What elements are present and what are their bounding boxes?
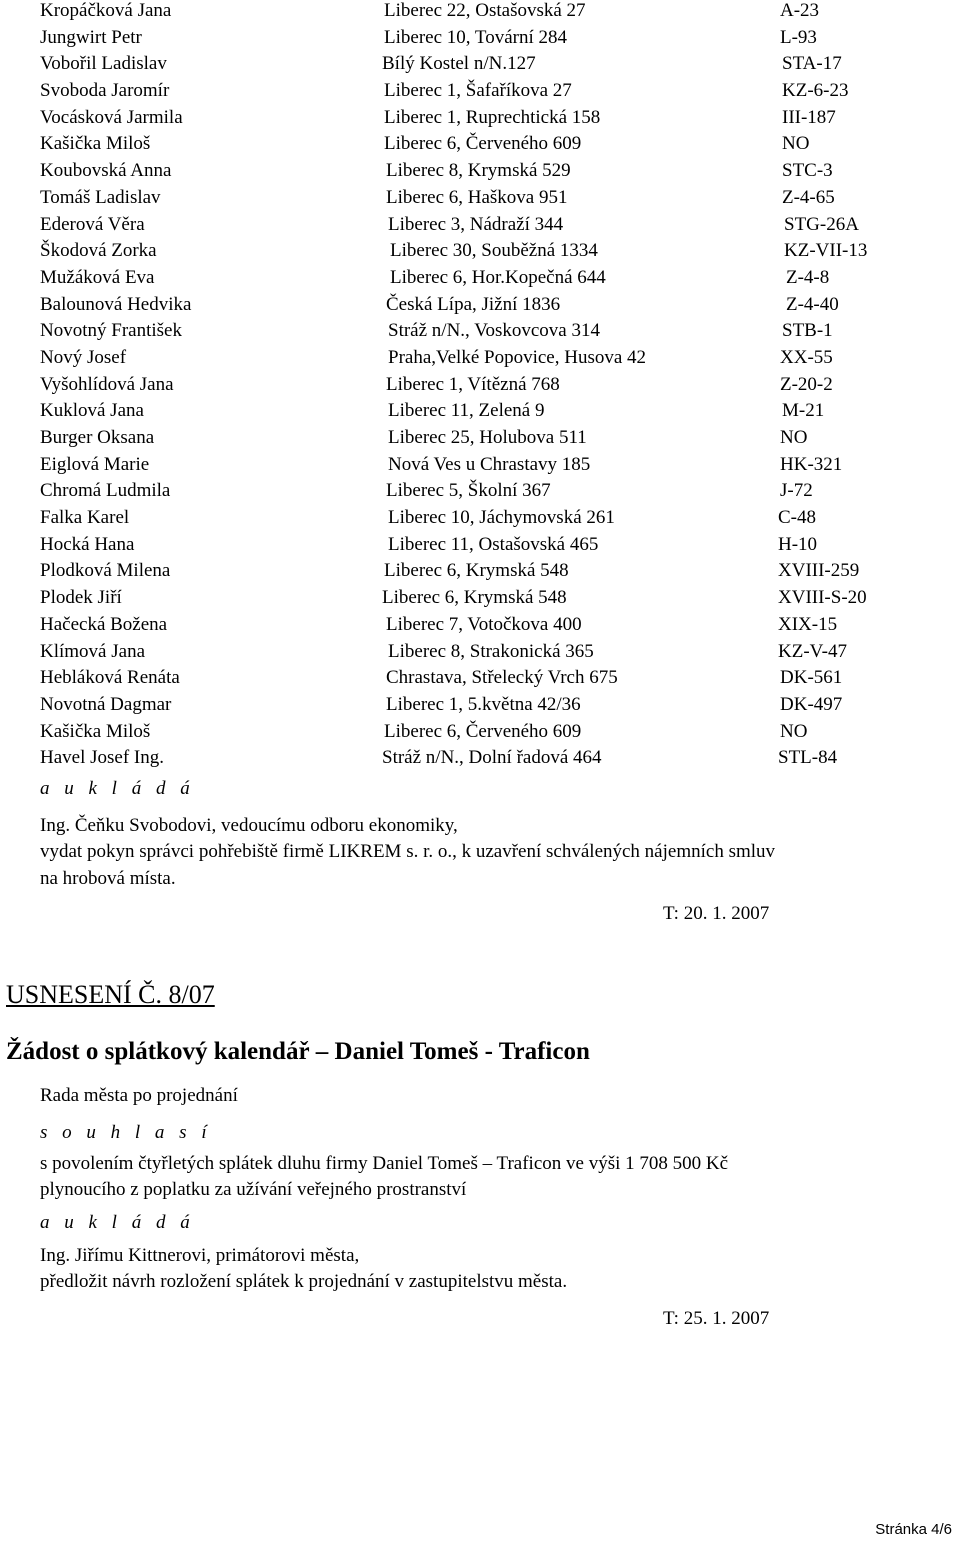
list-item bbox=[40, 507, 950, 534]
holder-address: Liberec 1, 5.května 42/36 bbox=[386, 693, 581, 715]
holder-address: Liberec 6, Hor.Kopečná 644 bbox=[390, 266, 606, 288]
holder-address: Liberec 10, Tovární 284 bbox=[384, 26, 567, 48]
list-item bbox=[40, 160, 950, 187]
grave-code: J-72 bbox=[780, 480, 813, 502]
holder-name: Kropáčková Jana bbox=[40, 0, 172, 21]
holder-address: Liberec 7, Votočkova 400 bbox=[386, 613, 582, 635]
grave-code: C-48 bbox=[778, 507, 816, 529]
list-item bbox=[40, 400, 950, 427]
holder-name: Eiglová Marie bbox=[40, 453, 150, 475]
grave-code: STC-3 bbox=[782, 160, 833, 182]
holder-address: Liberec 6, Krymská 548 bbox=[384, 560, 569, 582]
holder-address: Liberec 3, Nádraží 344 bbox=[388, 213, 564, 235]
grave-code: XVIII-259 bbox=[778, 560, 860, 582]
list-item bbox=[40, 587, 950, 614]
holder-name: Ederová Věra bbox=[40, 213, 145, 235]
holder-address: Liberec 1, Ruprechtická 158 bbox=[384, 106, 601, 128]
holder-name: Hocká Hana bbox=[40, 533, 135, 555]
holder-address: Bílý Kostel n/N.127 bbox=[382, 53, 536, 75]
first-order-line-2: vydat pokyn správci pohřebiště firmě LIKREM s. r. o., k uzavření schválených nájemních smluv bbox=[40, 841, 776, 862]
list-item bbox=[40, 560, 950, 587]
list-item bbox=[40, 694, 950, 721]
holder-name: Plodková Milena bbox=[40, 560, 171, 582]
list-item bbox=[40, 427, 950, 454]
holder-address: Liberec 25, Holubova 511 bbox=[388, 427, 587, 448]
list-item bbox=[40, 454, 950, 481]
holder-name: Svoboda Jaromír bbox=[40, 80, 170, 102]
resolution-agrees-line-2: plynoucího z poplatku za užívání veřejného prostranství bbox=[40, 1179, 467, 1200]
holder-address: Liberec 22, Ostašovská 27 bbox=[384, 0, 586, 21]
grave-code: M-21 bbox=[782, 400, 825, 422]
holder-name: Tomáš Ladislav bbox=[40, 186, 161, 208]
resolution-agrees-line-1: s povolením čtyřletých splátek dluhu firmy Daniel Tomeš – Traficon ve výši 1 708 500 Kč bbox=[40, 1153, 729, 1174]
list-item bbox=[40, 187, 950, 214]
holder-address: Chrastava, Střelecký Vrch 675 bbox=[386, 667, 618, 689]
list-item bbox=[40, 480, 950, 507]
resolution-order-line-2: předložit návrh rozložení splátek k projednání v zastupitelstvu města. bbox=[40, 1271, 568, 1292]
grave-code: KZ-VII-13 bbox=[784, 240, 868, 262]
grave-code: Z-20-2 bbox=[780, 373, 833, 395]
grave-code: STB-1 bbox=[782, 320, 833, 342]
holder-name: Vocásková Jarmila bbox=[40, 106, 183, 128]
holder-address: Liberec 1, Vítězná 768 bbox=[386, 373, 560, 395]
grave-code: STA-17 bbox=[782, 53, 842, 75]
holder-name: Havel Josef Ing. bbox=[40, 747, 164, 769]
list-item bbox=[40, 534, 950, 561]
grave-code: XX-55 bbox=[780, 346, 833, 368]
list-item bbox=[40, 294, 950, 321]
holder-address: Liberec 30, Souběžná 1334 bbox=[390, 240, 598, 262]
grave-code: NO bbox=[782, 133, 810, 155]
holder-name: Nový Josef bbox=[40, 346, 127, 368]
holder-name: Plodek Jiří bbox=[40, 587, 122, 609]
holder-name: Novotná Dagmar bbox=[40, 693, 172, 715]
list-item bbox=[40, 214, 950, 241]
first-order-verb: a u k l á d á bbox=[40, 778, 195, 799]
holder-address: Stráž n/N., Dolní řadová 464 bbox=[382, 747, 602, 769]
grave-lease-list bbox=[40, 0, 950, 774]
holder-name: Balounová Hedvika bbox=[40, 293, 192, 315]
list-item bbox=[40, 347, 950, 374]
list-item bbox=[40, 240, 950, 267]
holder-address: Praha,Velké Popovice, Husova 42 bbox=[388, 346, 647, 368]
grave-code: NO bbox=[780, 720, 808, 742]
holder-address: Liberec 6, Červeného 609 bbox=[384, 720, 582, 742]
list-item bbox=[40, 320, 950, 347]
list-item bbox=[40, 374, 950, 401]
holder-name: Chromá Ludmila bbox=[40, 480, 171, 502]
list-item bbox=[40, 721, 950, 748]
grave-code: XVIII-S-20 bbox=[778, 587, 867, 609]
first-order-line-3: na hrobová místa. bbox=[40, 868, 176, 889]
holder-address: Česká Lípa, Jižní 1836 bbox=[386, 293, 561, 315]
holder-name: Burger Oksana bbox=[40, 427, 155, 448]
list-item bbox=[40, 267, 950, 294]
holder-address: Liberec 6, Krymská 548 bbox=[382, 587, 567, 609]
holder-name: Mužáková Eva bbox=[40, 266, 155, 288]
grave-code: DK-561 bbox=[780, 667, 843, 689]
grave-code: DK-497 bbox=[780, 693, 843, 715]
resolution-deadline: T: 25. 1. 2007 bbox=[663, 1308, 770, 1329]
grave-code: KZ-6-23 bbox=[782, 80, 849, 102]
grave-code: STG-26A bbox=[784, 213, 859, 235]
holder-name: Koubovská Anna bbox=[40, 160, 172, 182]
resolution-agrees-verb: s o u h l a s í bbox=[40, 1122, 212, 1143]
holder-name: Kašička Miloš bbox=[40, 720, 151, 742]
holder-name: Falka Karel bbox=[40, 507, 130, 529]
page-number: Stránka 4/6 bbox=[875, 1521, 952, 1538]
list-item bbox=[40, 747, 950, 774]
list-item bbox=[40, 614, 950, 641]
list-item bbox=[40, 107, 950, 134]
holder-name: Klímová Jana bbox=[40, 640, 146, 662]
grave-code: L-93 bbox=[780, 26, 817, 48]
holder-name: Vobořil Ladislav bbox=[40, 53, 167, 75]
resolution-order-line-1: Ing. Jiřímu Kittnerovi, primátorovi města, bbox=[40, 1245, 360, 1266]
grave-code: KZ-V-47 bbox=[778, 640, 847, 662]
holder-name: Novotný František bbox=[40, 320, 182, 342]
list-item bbox=[40, 133, 950, 160]
list-item bbox=[40, 641, 950, 668]
holder-address: Liberec 11, Ostašovská 465 bbox=[388, 533, 599, 555]
list-item bbox=[40, 80, 950, 107]
resolution-order-verb: a u k l á d á bbox=[40, 1212, 195, 1233]
list-item bbox=[40, 0, 950, 27]
grave-code: A-23 bbox=[780, 0, 820, 21]
list-item bbox=[40, 667, 950, 694]
grave-code: H-10 bbox=[778, 533, 818, 555]
holder-name: Vyšohlídová Jana bbox=[40, 373, 174, 395]
holder-address: Liberec 11, Zelená 9 bbox=[388, 400, 545, 422]
holder-name: Kašička Miloš bbox=[40, 133, 151, 155]
grave-code: HK-321 bbox=[780, 453, 843, 475]
holder-address: Liberec 8, Krymská 529 bbox=[386, 160, 571, 182]
grave-code: XIX-15 bbox=[778, 613, 838, 635]
holder-name: Kuklová Jana bbox=[40, 400, 144, 422]
first-order-deadline: T: 20. 1. 2007 bbox=[663, 903, 770, 924]
holder-address: Liberec 10, Jáchymovská 261 bbox=[388, 507, 615, 529]
grave-code: Z-4-40 bbox=[786, 293, 839, 315]
resolution-title: Žádost o splátkový kalendář – Daniel Tomeš - Traficon bbox=[6, 1038, 590, 1065]
list-item bbox=[40, 53, 950, 80]
holder-name: Jungwirt Petr bbox=[40, 26, 142, 48]
grave-code: Z-4-8 bbox=[786, 266, 830, 288]
holder-address: Liberec 5, Školní 367 bbox=[386, 480, 551, 502]
grave-code: STL-84 bbox=[778, 747, 838, 769]
first-order-line-1: Ing. Čeňku Svobodovi, vedoucímu odboru ekonomiky, bbox=[40, 815, 458, 836]
holder-address: Liberec 8, Strakonická 365 bbox=[388, 640, 594, 662]
resolution-heading: USNESENÍ Č. 8/07 bbox=[6, 980, 215, 1009]
grave-code: Z-4-65 bbox=[782, 186, 835, 208]
resolution-intro: Rada města po projednání bbox=[40, 1085, 238, 1106]
holder-name: Škodová Zorka bbox=[40, 240, 157, 262]
holder-address: Stráž n/N., Voskovcova 314 bbox=[388, 320, 600, 342]
holder-address: Liberec 1, Šafaříkova 27 bbox=[384, 80, 572, 102]
grave-code: NO bbox=[780, 427, 808, 448]
holder-address: Liberec 6, Haškova 951 bbox=[386, 186, 568, 208]
list-item bbox=[40, 27, 950, 54]
holder-address: Liberec 6, Červeného 609 bbox=[384, 133, 582, 155]
holder-name: Hebláková Renáta bbox=[40, 667, 180, 689]
holder-name: Hačecká Božena bbox=[40, 613, 168, 635]
grave-code: III-187 bbox=[782, 106, 836, 128]
holder-address: Nová Ves u Chrastavy 185 bbox=[388, 453, 591, 475]
